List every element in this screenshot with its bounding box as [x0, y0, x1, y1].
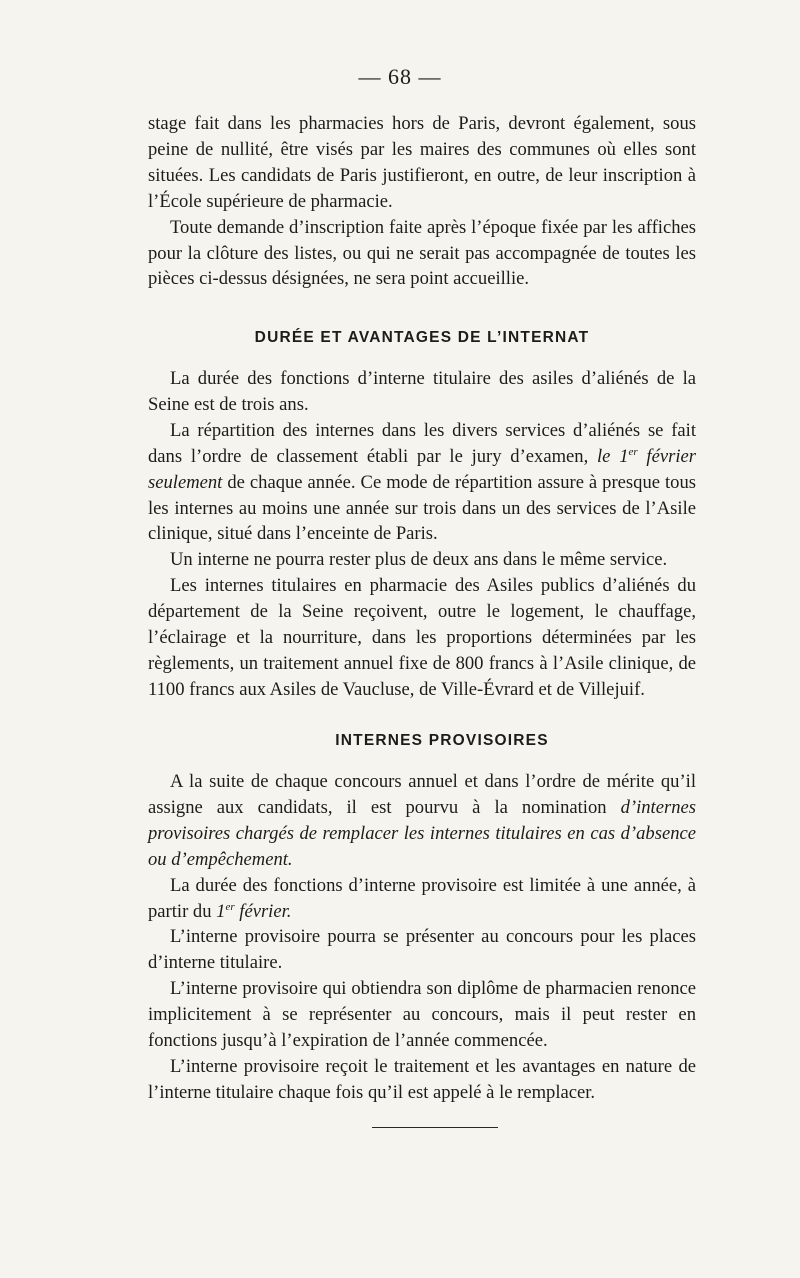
text-run: le 1 [597, 445, 629, 467]
text-run: 1 [216, 900, 226, 922]
paragraph: stage fait dans les pharmacies hors de Paris, devront également, sous peine de nullité, être visés par les maires des communes où elles sont situées. Les candidats de Paris justifieront, en outre, de leur inscription à l’École supérieure de pharmacie. [148, 113, 696, 212]
text-run: février seulement [148, 445, 696, 493]
paragraph: Les internes titulaires en pharmacie des Asiles publics d’aliénés du département de la Seine reçoivent, outre le logement, le chauffage, l’éclairage et la nourriture, dans les proportions déterminées par les règlements, un traitement annuel fixe de 800 francs à l’Asile clinique, de 1100 francs aux Asiles de Vaucluse, de Ville-Évrard et de Villejuif. [148, 575, 696, 700]
section-heading-internes-provisoires: INTERNES PROVISOIRES [335, 732, 549, 749]
page-number: — 68 — [358, 64, 442, 89]
paragraph: L’interne provisoire reçoit le traitement et les avantages en nature de l’interne titulaire chaque fois qu’il est appelé à le remplacer. [148, 1055, 696, 1103]
superscript: er [225, 900, 235, 913]
paragraph: Toute demande d’inscription faite après l’époque fixée par les affiches pour la clôture des listes, ou qui ne serait pas accompagnée de toutes les pièces ci-dessus désignées, ne sera point accueillie. [148, 216, 696, 290]
section-duree-text-block [148, 366, 696, 703]
section-heading-duree: DURÉE ET AVANTAGES DE L’INTERNAT [254, 329, 590, 346]
intro-text-block [148, 111, 696, 292]
paragraph: La durée des fonctions d’interne titulaire des asiles d’aliénés de la Seine est de trois ans. [148, 368, 696, 415]
italic-run: d’internes provisoires chargés de remplacer les internes titulaires en cas d’absence ou d’empêchement. [148, 796, 696, 870]
text-run: La répartition des internes dans les divers services d’aliénés se fait dans l’ordre de classement établi par le jury d’examen, [148, 419, 696, 467]
text-run: La durée des fonctions d’interne provisoire est limitée à une année, à partir du [148, 874, 696, 922]
text-run: février. [234, 900, 292, 922]
text-run: de chaque année. Ce mode de répartition assure à presque tous les internes au moins une année sur trois dans un des services de l’Asile clinique, situé dans l’enceinte de Paris. [148, 471, 696, 545]
italic-run [216, 901, 291, 922]
end-rule-divider [372, 1127, 498, 1128]
paragraph [148, 873, 696, 925]
paragraph [148, 769, 696, 873]
paragraph: Un interne ne pourra rester plus de deux ans dans le même service. [170, 549, 668, 571]
text-run: A la suite de chaque concours annuel et dans l’ordre de mérite qu’il assigne aux candidats, il est pourvu à la nomination [148, 771, 696, 818]
paragraph [148, 418, 696, 548]
paragraph: L’interne provisoire qui obtiendra son diplôme de pharmacien renonce implicitement à se représenter au concours, mais il peut rester en fonctions jusqu’à l’expiration de l’année commencée. [148, 978, 696, 1052]
superscript: er [628, 445, 638, 458]
paragraph: L’interne provisoire pourra se présenter au concours pour les places d’interne titulaire. [148, 926, 696, 974]
section-provisoires-text-block [148, 769, 696, 1106]
